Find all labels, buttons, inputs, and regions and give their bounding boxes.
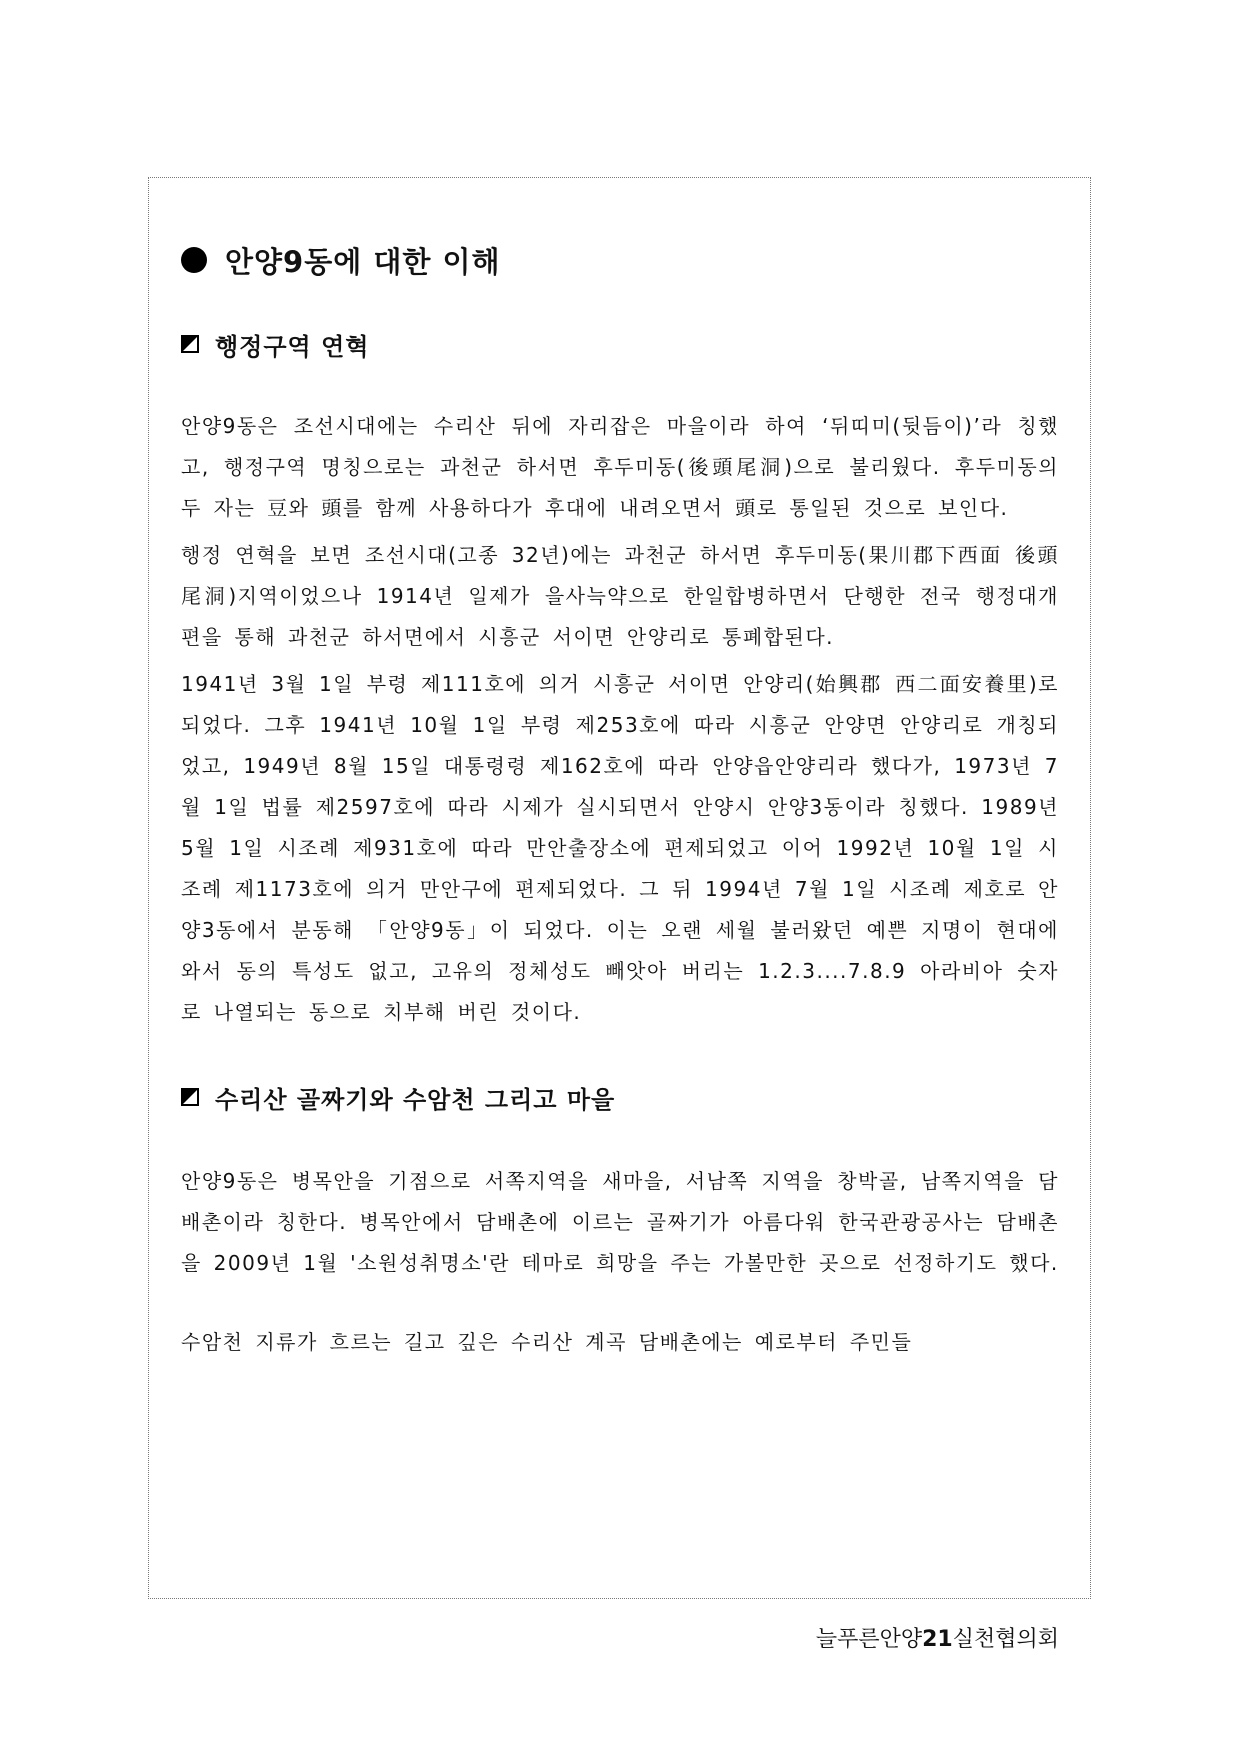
footer-number: 21 xyxy=(922,1627,953,1652)
paragraph: 행정 연혁을 보면 조선시대(고종 32년)에는 과천군 하서면 후두미동(果川郡下西面 後頭尾洞)지역이었으나 1914년 일제가 을사늑약으로 한일합병하면서 단행한 전국 행정대개편을 통해 과천군 하서면에서 시흥군 서이면 안양리로 통폐합된다. xyxy=(181,543,1059,649)
filled-circle-icon xyxy=(181,247,207,273)
paragraph: 1941년 3월 1일 부령 제111호에 의거 시흥군 서이면 안양리(始興郡 西二面安養里)로 되었다. 그후 1941년 10월 1일 부령 제253호에 따라 시흥군 안양면 안양리로 개칭되었고, 1949년 8월 15일 대통령령 제162호에 따라 안양읍안양리라 했다가, 1973년 7월 1일 법률 제2597호에 따라 시제가 실시되면서 안양시 안양3동이라 칭했다. 1989년 5월 1일 시조례 제931호에 따라 만안출장소에 편제되었고 이어 1992년 10월 1일 시조례 제1173호에 의거 만안구에 편제되었다. 그 뒤 1994년 7월 1일 시조례 제호로 안양3동에서 분동해 「안양9동」이 되었다. 이는 오랜 세월 불러왔던 예쁜 지명이 현대에 와서 동의 특성도 없고, 고유의 정체성도 빼앗아 버리는 1.2.3....7.8.9 아라비아 숫자로 나열되는 동으로 치부해 버린 것이다. xyxy=(181,672,1059,1024)
paragraph: 안양9동은 조선시대에는 수리산 뒤에 자리잡은 마을이라 하여 ‘뒤띠미(뒷듬이)’라 칭했고, 행정구역 명칭으로는 과천군 하서면 후두미동(後頭尾洞)으로 불리웠다. 후두미동의 두 자는 豆와 頭를 함께 사용하다가 후대에 내려오면서 頭로 통일된 것으로 보인다. xyxy=(181,414,1059,520)
paragraph: 수암천 지류가 흐르는 길고 깊은 수리산 계곡 담배촌에는 예로부터 주민들 xyxy=(181,1330,913,1354)
page-title-text: 안양9동에 대한 이해 xyxy=(225,244,501,279)
paragraph: 안양9동은 병목안을 기점으로 서쪽지역을 새마을, 서남쪽 지역을 창박골, 남쪽지역을 담배촌이라 칭한다. 병목안에서 담배촌에 이르는 골짜기가 아름다워 한국관광공사는 담배촌을 2009년 1월 '소원성취명소'란 테마로 희망을 주는 가볼만한 곳으로 선정하기도 했다. xyxy=(181,1169,1059,1275)
document-body xyxy=(181,230,1059,1363)
section-heading-text: 행정구역 연혁 xyxy=(215,332,370,361)
footer-prefix: 늘푸른안양 xyxy=(815,1627,923,1652)
page-title xyxy=(181,230,1059,290)
section-heading-administrative-history xyxy=(181,324,1059,364)
section-heading-text: 수리산 골짜기와 수암천 그리고 마을 xyxy=(215,1085,616,1114)
half-filled-square-icon xyxy=(181,1088,199,1106)
section-heading-valley-and-village xyxy=(181,1077,1059,1117)
half-filled-square-icon xyxy=(181,335,199,353)
page-footer xyxy=(816,1622,1059,1653)
footer-suffix: 실천협의회 xyxy=(952,1627,1059,1652)
